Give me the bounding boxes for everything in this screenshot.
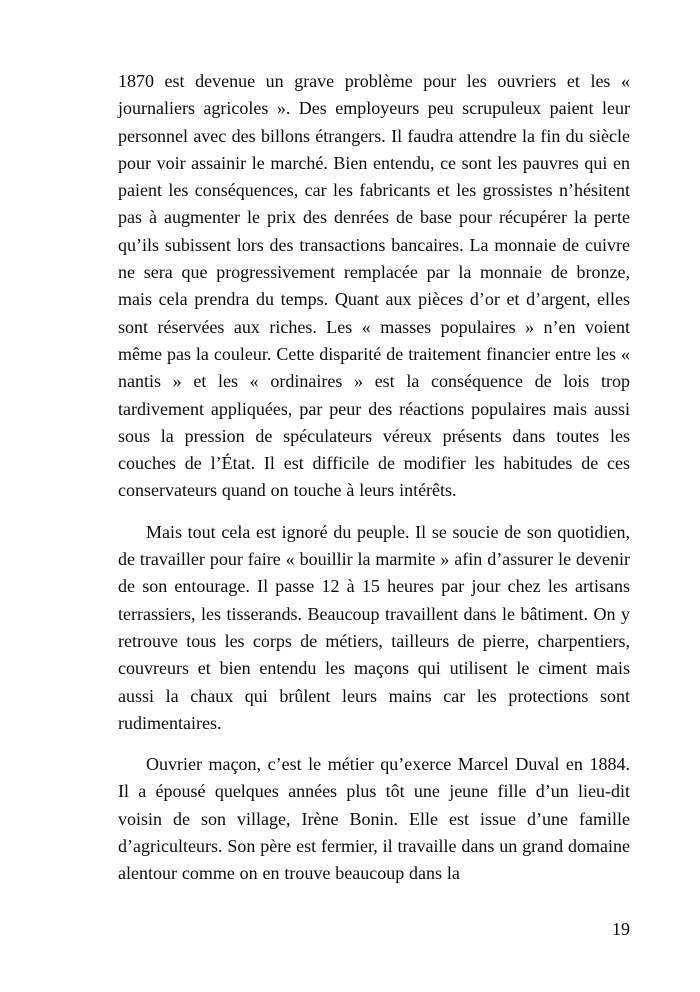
page-number: 19 [612, 919, 630, 939]
paragraph-1: 1870 est devenue un grave problème pour les ouvriers et les « journaliers agricoles ». Des employeurs peu scrupuleux paient leur personnel avec des billons étrangers. Il faudra attendre la fin du siècle pour voir assainir le marché. Bien entendu, ce sont les pauvres qui en paient les conséquences, car les fabricants et les grossistes n’hésitent pas à augmenter le prix des denrées de base pour récupérer la perte qu’ils subissent lors des transactions bancaires. La monnaie de cuivre ne sera que progressivement remplacée par la monnaie de bronze, mais cela prendra du temps. Quant aux pièces d’or et d’argent, elles sont réservées aux riches. Les « masses populaires » n’en voient même pas la couleur. Cette disparité de traitement financier entre les « nantis » et les « ordinaires » est la conséquence de lois trop tardivement appliquées, par peur des réactions populaires mais aussi sous la pression de spéculateurs véreux présents dans toutes les couches de l’État. Il est difficile de modifier les habitudes de ces conservateurs quand on touche à leurs intérêts. [118, 71, 630, 501]
paragraph-3: Ouvrier maçon, c’est le métier qu’exerce Marcel Duval en 1884. Il a épousé quelques années plus tôt une jeune fille d’un lieu-dit voisin de son village, Irène Bonin. Elle est issue d’une famille d’agriculteurs. Son père est fermier, il travaille dans un grand domaine alentour comme on en trouve beaucoup dans la [118, 754, 630, 884]
text-block [118, 68, 630, 888]
paragraph-2: Mais tout cela est ignoré du peuple. Il se soucie de son quotidien, de travailler pour faire « bouillir la marmite » afin d’assurer le devenir de son entourage. Il passe 12 à 15 heures par jour chez les artisans terrassiers, les tisserands. Beaucoup travaillent dans le bâtiment. On y retrouve tous les corps de métiers, tailleurs de pierre, charpentiers, couvreurs et bien entendu les maçons qui utilisent le ciment mais aussi la chaux qui brûlent leurs mains car les protections sont rudimentaires. [118, 521, 630, 733]
